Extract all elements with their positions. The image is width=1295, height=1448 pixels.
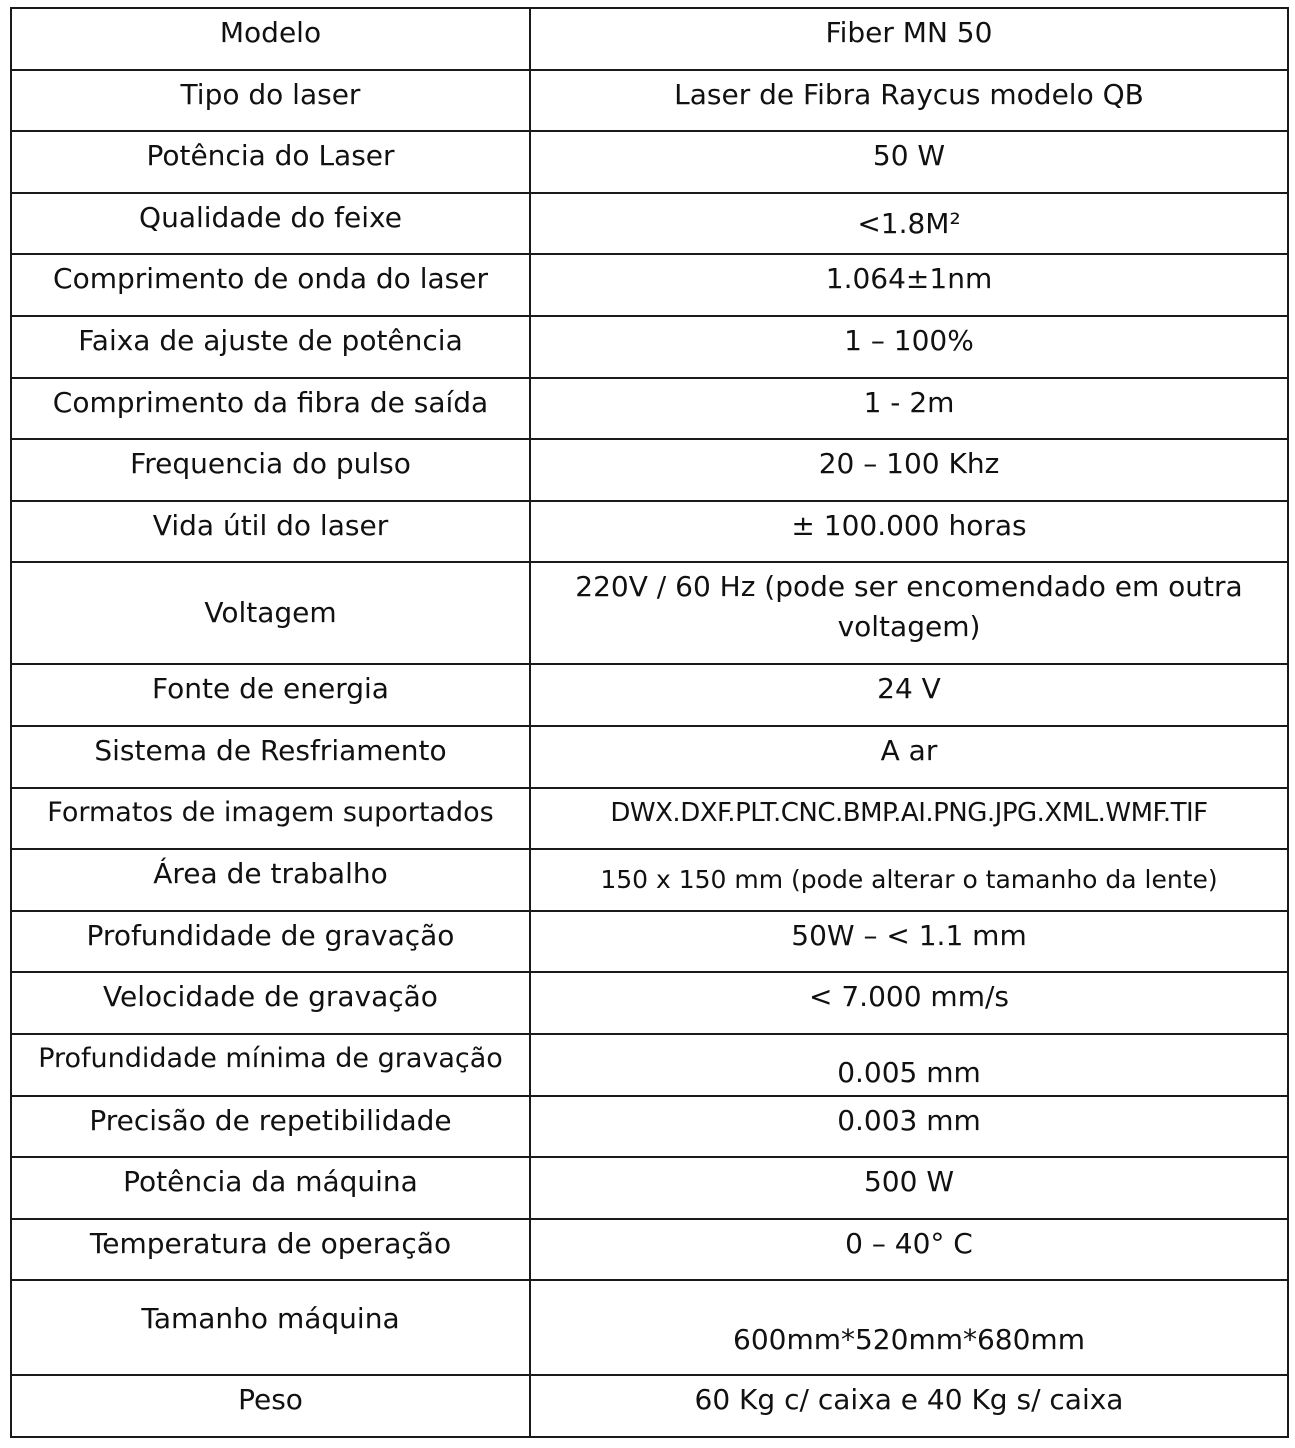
spec-value: 600mm*520mm*680mm	[530, 1280, 1288, 1375]
spec-value: DWX.DXF.PLT.CNC.BMP.AI.PNG.JPG.XML.WMF.TIF	[530, 788, 1288, 850]
spec-label: Modelo	[11, 8, 530, 70]
spec-row-vida-util	[11, 501, 1288, 563]
spec-value: 20 – 100 Khz	[530, 439, 1288, 501]
spec-label: Tipo do laser	[11, 70, 530, 132]
spec-label: Velocidade de gravação	[11, 972, 530, 1034]
spec-label: Comprimento de onda do laser	[11, 254, 530, 316]
spec-label: Profundidade de gravação	[11, 911, 530, 973]
spec-value: 50W – < 1.1 mm	[530, 911, 1288, 973]
spec-label: Potência do Laser	[11, 131, 530, 193]
spec-row-potencia-maquina	[11, 1157, 1288, 1219]
spec-value: 1 – 100%	[530, 316, 1288, 378]
spec-label: Área de trabalho	[11, 849, 530, 911]
spec-value: 1.064±1nm	[530, 254, 1288, 316]
spec-row-resfriamento	[11, 726, 1288, 788]
spec-label: Frequencia do pulso	[11, 439, 530, 501]
spec-row-formatos-imagem	[11, 788, 1288, 850]
spec-value: 24 V	[530, 664, 1288, 726]
spec-label: Fonte de energia	[11, 664, 530, 726]
spec-table	[10, 7, 1289, 1438]
spec-row-qualidade-feixe	[11, 193, 1288, 255]
spec-row-frequencia-pulso	[11, 439, 1288, 501]
spec-label: Qualidade do feixe	[11, 193, 530, 255]
spec-row-potencia-laser	[11, 131, 1288, 193]
spec-row-modelo	[11, 8, 1288, 70]
spec-value: Laser de Fibra Raycus modelo QB	[530, 70, 1288, 132]
spec-row-tamanho-maquina	[11, 1280, 1288, 1375]
spec-value: ± 100.000 horas	[530, 501, 1288, 563]
spec-value: 150 x 150 mm (pode alterar o tamanho da lente)	[530, 849, 1288, 911]
spec-row-profundidade-minima	[11, 1034, 1288, 1096]
spec-row-profundidade-gravacao	[11, 911, 1288, 973]
spec-row-temperatura-operacao	[11, 1219, 1288, 1281]
spec-value: 1 - 2m	[530, 378, 1288, 440]
spec-label: Potência da máquina	[11, 1157, 530, 1219]
spec-row-precisao-repetibilidade	[11, 1096, 1288, 1158]
spec-row-faixa-ajuste	[11, 316, 1288, 378]
spec-label: Voltagem	[11, 562, 530, 664]
spec-value: 220V / 60 Hz (pode ser encomendado em outra voltagem)	[530, 562, 1288, 664]
spec-value: 0 – 40° C	[530, 1219, 1288, 1281]
spec-row-peso	[11, 1375, 1288, 1437]
spec-label: Sistema de Resfriamento	[11, 726, 530, 788]
spec-value: 0.005 mm	[530, 1034, 1288, 1096]
spec-row-comprimento-fibra	[11, 378, 1288, 440]
spec-label: Comprimento da fibra de saída	[11, 378, 530, 440]
spec-row-tipo-laser	[11, 70, 1288, 132]
spec-row-voltagem	[11, 562, 1288, 664]
spec-value: 60 Kg c/ caixa e 40 Kg s/ caixa	[530, 1375, 1288, 1437]
spec-label: Vida útil do laser	[11, 501, 530, 563]
spec-row-velocidade-gravacao	[11, 972, 1288, 1034]
spec-row-fonte-energia	[11, 664, 1288, 726]
spec-label: Profundidade mínima de gravação	[11, 1034, 530, 1096]
spec-label: Peso	[11, 1375, 530, 1437]
spec-label: Temperatura de operação	[11, 1219, 530, 1281]
spec-label: Precisão de repetibilidade	[11, 1096, 530, 1158]
spec-value: 50 W	[530, 131, 1288, 193]
spec-label: Faixa de ajuste de potência	[11, 316, 530, 378]
spec-value: 500 W	[530, 1157, 1288, 1219]
spec-value: 0.003 mm	[530, 1096, 1288, 1158]
spec-value: <1.8M²	[530, 193, 1288, 255]
spec-label: Formatos de imagem suportados	[11, 788, 530, 850]
spec-row-comprimento-onda	[11, 254, 1288, 316]
spec-value: Fiber MN 50	[530, 8, 1288, 70]
spec-value: < 7.000 mm/s	[530, 972, 1288, 1034]
spec-row-area-trabalho	[11, 849, 1288, 911]
spec-label: Tamanho máquina	[11, 1280, 530, 1375]
spec-value: A ar	[530, 726, 1288, 788]
